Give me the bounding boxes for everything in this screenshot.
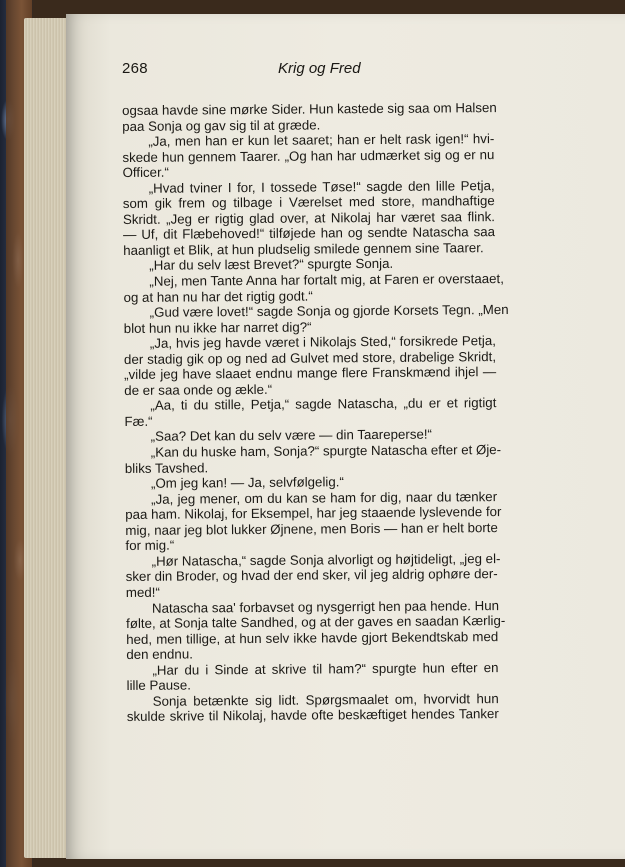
text-line: „Hvad tviner I for, I tossede Tøse!“ sagde den lille Petja, xyxy=(148,177,495,196)
page-header xyxy=(122,60,482,86)
text-line: Natascha saa' forbavset og nysgerrigt hen paa hende. Hun xyxy=(151,597,500,616)
text-line: „Kan du huske ham, Sonja?“ spurgte Natascha efter et Øje- xyxy=(150,442,502,460)
text-line: skulde skrive til Nikolaj, havde ofte beskæftiget hendes Tanker xyxy=(126,706,499,725)
text-line: med!“ xyxy=(125,584,160,600)
body-text xyxy=(122,100,509,725)
text-line: „Ja, jeg mener, om du kan se ham for dig, naar du tænker xyxy=(151,488,498,507)
text-line: „Har du selv læst Brevet?“ spurgte Sonja. xyxy=(149,256,394,274)
text-line: og at han nu har det rigtig godt.“ xyxy=(123,288,313,305)
text-line: „Ja, men han er kun let saaret; han er helt rask igen!“ hvi- xyxy=(148,131,495,149)
text-line: sker din Broder, og hvad der end sker, vil jeg aldrig ophøre der- xyxy=(125,566,498,585)
page-number: 268 xyxy=(122,60,148,77)
text-line: ogsaa havde sine mørke Sider. Hun kastede sig saa om Halsen xyxy=(122,100,497,118)
text-line: paa ham. Nikolaj, for Eksempel, har jeg staaende lyslevende for xyxy=(125,504,502,523)
text-line: bliks Tavshed. xyxy=(124,459,209,476)
text-line: „Har du i Sinde at skrive til ham?“ spurgte hun efter en xyxy=(152,659,499,678)
text-line: skede hun gennem Taarer. „Og han har udmærket sig og er nu xyxy=(122,146,495,165)
text-line: de er saa onde og ækle.“ xyxy=(124,381,273,398)
text-line: „Hør Natascha,“ sagde Sonja alvorligt og højtideligt, „jeg el- xyxy=(151,550,501,569)
text-line: „Gud være lovet!“ sagde Sonja og gjorde Korsets Tegn. „Men xyxy=(149,302,509,320)
text-line: — Uf, dit Flæbehoved!“ tilføjede han og sendte Natascha saa xyxy=(122,224,496,243)
text-line: Skridt. „Jeg er rigtig glad over, at Nikolaj har været saa flink. xyxy=(122,208,495,227)
running-title: Krig og Fred xyxy=(278,60,361,77)
text-line: Fæ.“ xyxy=(124,413,153,429)
text-line: „Nej, men Tante Anna har fortalt mig, at Faren er overstaaet, xyxy=(149,271,504,289)
text-line: „Saa? Det kan du selv være — din Taareperse!“ xyxy=(150,427,433,445)
text-line: blot hun nu ikke har narret dig?“ xyxy=(123,319,312,336)
text-line: „vilde jeg have slaaet endnu mange flere Franskmænd ihjel — xyxy=(124,364,497,383)
text-line: følte, at Sonja talte Sandhed, og at der gaves en saadan Kærlig- xyxy=(126,613,506,632)
text-line: Sonja betænkte sig lidt. Spørgsmaalet om, hvorvidt hun xyxy=(152,690,499,709)
text-line: Officer.“ xyxy=(122,164,169,181)
text-line: hed, men tillige, at hun selv ikke havde gjort Bekendtskab med xyxy=(126,628,499,647)
text-line: „Ja, hvis jeg havde været i Nikolajs Sted,“ forsikrede Petja, xyxy=(149,333,496,351)
text-line: for mig.“ xyxy=(125,537,175,554)
text-line: der stadig gik op og ned ad Gulvet med store, drabelige Skridt, xyxy=(123,348,497,367)
text-line: mig, naar jeg blot lukker Øjnene, men Boris — han er helt borte xyxy=(125,519,498,538)
text-line: som gik frem og tilbage i Værelset med store, mandhaftige xyxy=(122,193,495,212)
text-line: paa Sonja og gav sig til at græde. xyxy=(122,116,321,134)
text-line: den endnu. xyxy=(126,646,193,663)
text-line: „Aa, ti du stille, Petja,“ sagde Natascha, „du er et rigtigt xyxy=(150,395,497,414)
text-line: lille Pause. xyxy=(126,677,191,694)
text-line: „Om jeg kan! — Ja, selvfølgelig.“ xyxy=(150,474,344,491)
text-line: haanligt et Blik, at hun pludselig smilede gennem sine Taarer. xyxy=(123,240,484,258)
